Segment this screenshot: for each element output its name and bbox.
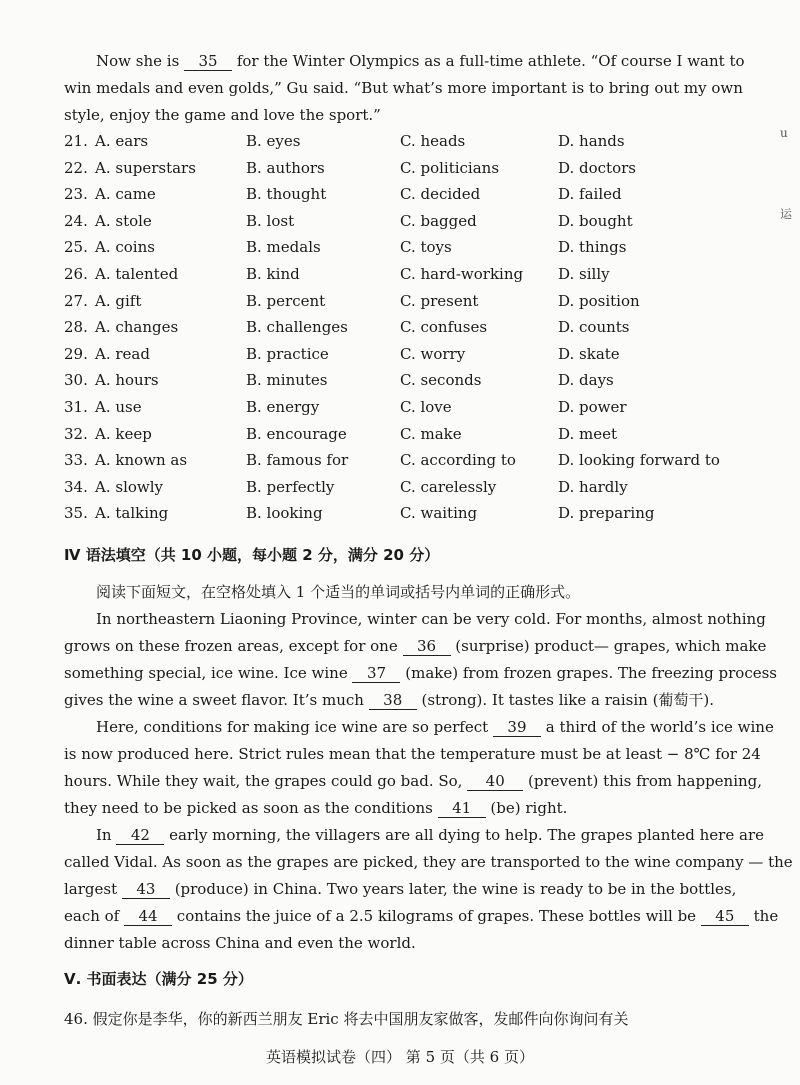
option-a[interactable]: A. talking — [95, 504, 169, 523]
question-number: 23. — [64, 185, 88, 204]
option-a[interactable]: A. changes — [95, 318, 179, 337]
text: (make) from frozen grapes. The freezing process — [405, 664, 777, 682]
option-b[interactable]: B. encourage — [246, 424, 347, 443]
option-c[interactable]: C. bagged — [400, 211, 477, 230]
text: largest — [64, 880, 118, 898]
option-d[interactable]: D. meet — [558, 424, 618, 443]
option-a[interactable]: A. known as — [95, 451, 188, 470]
text: each of — [64, 907, 120, 925]
text: the — [753, 907, 779, 925]
option-b[interactable]: B. authors — [246, 158, 325, 177]
option-a[interactable]: A. talented — [95, 265, 179, 283]
text: grows on these frozen areas, except for one — [64, 637, 398, 655]
option-c[interactable]: C. according to — [400, 451, 516, 470]
option-d[interactable]: D. failed — [558, 185, 622, 204]
p1-line-1: In northeastern Liaoning Province, winter can be very cold. For months, almost nothing — [96, 610, 766, 628]
blank-37[interactable]: 37 — [352, 664, 400, 683]
text: hours. While they wait, the grapes could go bad. So, — [64, 772, 463, 790]
option-d[interactable]: D. hardly — [558, 477, 628, 496]
p2-line-4 — [64, 799, 710, 818]
blank-39[interactable]: 39 — [493, 718, 541, 737]
option-a[interactable]: A. use — [95, 398, 142, 416]
passage-line — [96, 52, 745, 71]
blank-35[interactable]: 35 — [184, 52, 232, 71]
option-d[interactable]: D. doctors — [558, 158, 636, 177]
option-a[interactable]: A. coins — [95, 238, 155, 257]
text: (surprise) product— grapes, which make — [455, 637, 767, 655]
p1-line-4 — [64, 691, 715, 710]
blank-43[interactable]: 43 — [122, 880, 170, 899]
blank-44[interactable]: 44 — [124, 907, 172, 926]
option-c[interactable]: C. heads — [400, 132, 466, 150]
question-number: 33. — [64, 451, 88, 470]
question-number: 21. — [64, 132, 88, 150]
option-c[interactable]: C. worry — [400, 344, 466, 363]
option-b[interactable]: B. looking — [246, 504, 323, 523]
text: early morning, the villagers are all dying to help. The grapes planted here are — [169, 826, 764, 844]
blank-38[interactable]: 38 — [369, 691, 417, 710]
text: (produce) in China. Two years later, the wine is ready to be in the bottles, — [174, 880, 737, 898]
passage-line: win medals and even golds,” Gu said. “But what’s more important is to bring out my own — [64, 79, 743, 97]
p2-line-3 — [64, 772, 763, 791]
option-b[interactable]: B. kind — [246, 265, 300, 283]
option-d[interactable]: D. days — [558, 371, 614, 390]
option-c[interactable]: C. toys — [400, 238, 452, 257]
question-number: 24. — [64, 211, 88, 230]
question-number: 25. — [64, 238, 88, 257]
page-footer: 英语模拟试卷（四） 第 5 页（共 6 页） — [266, 1048, 534, 1066]
p1-line-2 — [64, 637, 767, 656]
p3-line-5: dinner table across China and even the world. — [64, 934, 416, 952]
text: (strong). It tastes like a raisin (葡萄干). — [421, 691, 715, 709]
option-b[interactable]: B. thought — [246, 185, 327, 204]
blank-45[interactable]: 45 — [701, 907, 749, 926]
option-a[interactable]: A. came — [95, 185, 156, 204]
option-d[interactable]: D. preparing — [558, 504, 655, 523]
text: (prevent) this from happening, — [528, 772, 763, 790]
option-b[interactable]: B. energy — [246, 398, 320, 416]
option-a[interactable]: A. read — [95, 344, 150, 363]
p3-line-1 — [96, 826, 764, 845]
text: they need to be picked as soon as the conditions — [64, 799, 433, 817]
question-46: 46. 假定你是李华，你的新西兰朋友 Eric 将去中国朋友家做客，发邮件向你询问有关 — [64, 1010, 629, 1028]
question-number: 32. — [64, 424, 88, 443]
option-a[interactable]: A. keep — [95, 424, 152, 443]
option-d[interactable]: D. skate — [558, 344, 620, 363]
text: In — [96, 826, 112, 844]
question-number: 29. — [64, 344, 88, 363]
text: Here, conditions for making ice wine are so perfect — [96, 718, 489, 736]
option-d[interactable]: D. counts — [558, 318, 630, 337]
text: contains the juice of a 2.5 kilograms of grapes. These bottles will be — [176, 907, 697, 925]
p2-line-2: is now produced here. Strict rules mean that the temperature must be at least − 8℃ for 24 — [64, 745, 761, 763]
option-d[interactable]: D. looking forward to — [558, 451, 720, 470]
text: gives the wine a sweet flavor. It’s much — [64, 691, 364, 709]
option-d[interactable]: D. position — [558, 291, 640, 310]
blank-40[interactable]: 40 — [467, 772, 523, 791]
question-number: 27. — [64, 291, 88, 310]
option-b[interactable]: B. percent — [246, 291, 326, 310]
text: (be) right. — [490, 799, 568, 817]
option-a[interactable]: A. slowly — [95, 477, 164, 496]
blank-36[interactable]: 36 — [403, 637, 451, 656]
blank-42[interactable]: 42 — [116, 826, 164, 845]
section-4-instruction: 阅读下面短文，在空格处填入 1 个适当的单词或括号内单词的正确形式。 — [96, 583, 581, 601]
option-b[interactable]: B. lost — [246, 211, 295, 230]
question-number: 31. — [64, 398, 88, 416]
option-a[interactable]: A. superstars — [95, 158, 196, 177]
option-c[interactable]: C. present — [400, 291, 479, 310]
margin-mark: 运 — [780, 207, 793, 221]
option-b[interactable]: B. challenges — [246, 318, 348, 337]
option-c[interactable]: C. waiting — [400, 504, 478, 523]
text: a third of the world’s ice wine — [545, 718, 774, 736]
option-c[interactable]: C. love — [400, 398, 452, 416]
option-c[interactable]: C. seconds — [400, 371, 482, 390]
question-number: 26. — [64, 265, 88, 283]
option-a[interactable]: A. gift — [95, 291, 142, 310]
option-d[interactable]: D. bought — [558, 211, 633, 230]
p3-line-2: called Vidal. As soon as the grapes are picked, they are transported to the wine company — the — [64, 853, 793, 871]
option-b[interactable]: B. practice — [246, 344, 329, 363]
option-d[interactable]: D. power — [558, 398, 627, 416]
blank-41[interactable]: 41 — [438, 799, 486, 818]
option-b[interactable]: B. eyes — [246, 132, 301, 150]
option-c[interactable]: C. hard-working — [400, 265, 524, 283]
option-d[interactable]: D. things — [558, 238, 627, 257]
question-number: 30. — [64, 371, 88, 390]
option-b[interactable]: B. famous for — [246, 451, 349, 470]
text: Now she is — [96, 52, 180, 70]
option-c[interactable]: C. make — [400, 424, 462, 443]
option-b[interactable]: B. medals — [246, 238, 321, 257]
p3-line-4 — [64, 907, 779, 926]
text: for the Winter Olympics as a full-time athlete. “Of course I want to — [236, 52, 745, 70]
section-4-title: Ⅳ 语法填空（共 10 小题，每小题 2 分，满分 20 分） — [64, 546, 440, 564]
text: something special, ice wine. Ice wine — [64, 664, 348, 682]
option-d[interactable]: D. hands — [558, 132, 625, 150]
option-d[interactable]: D. silly — [558, 265, 610, 283]
option-c[interactable]: C. decided — [400, 185, 481, 204]
passage-line: style, enjoy the game and love the sport.” — [64, 106, 381, 124]
option-b[interactable]: B. minutes — [246, 371, 328, 390]
p2-line-1 — [96, 718, 774, 737]
question-number: 34. — [64, 477, 88, 496]
option-c[interactable]: C. carelessly — [400, 477, 497, 496]
option-c[interactable]: C. confuses — [400, 318, 488, 337]
option-a[interactable]: A. stole — [95, 211, 152, 230]
section-5-title: Ⅴ. 书面表达（满分 25 分） — [64, 970, 253, 988]
p1-line-3 — [64, 664, 777, 683]
question-number: 35. — [64, 504, 88, 523]
question-number: 28. — [64, 318, 88, 337]
p3-line-3 — [64, 880, 737, 899]
margin-mark: u — [780, 126, 788, 140]
option-c[interactable]: C. politicians — [400, 158, 500, 177]
question-number: 22. — [64, 158, 88, 177]
option-b[interactable]: B. perfectly — [246, 477, 335, 496]
option-a[interactable]: A. hours — [95, 371, 159, 390]
option-a[interactable]: A. ears — [95, 132, 149, 150]
